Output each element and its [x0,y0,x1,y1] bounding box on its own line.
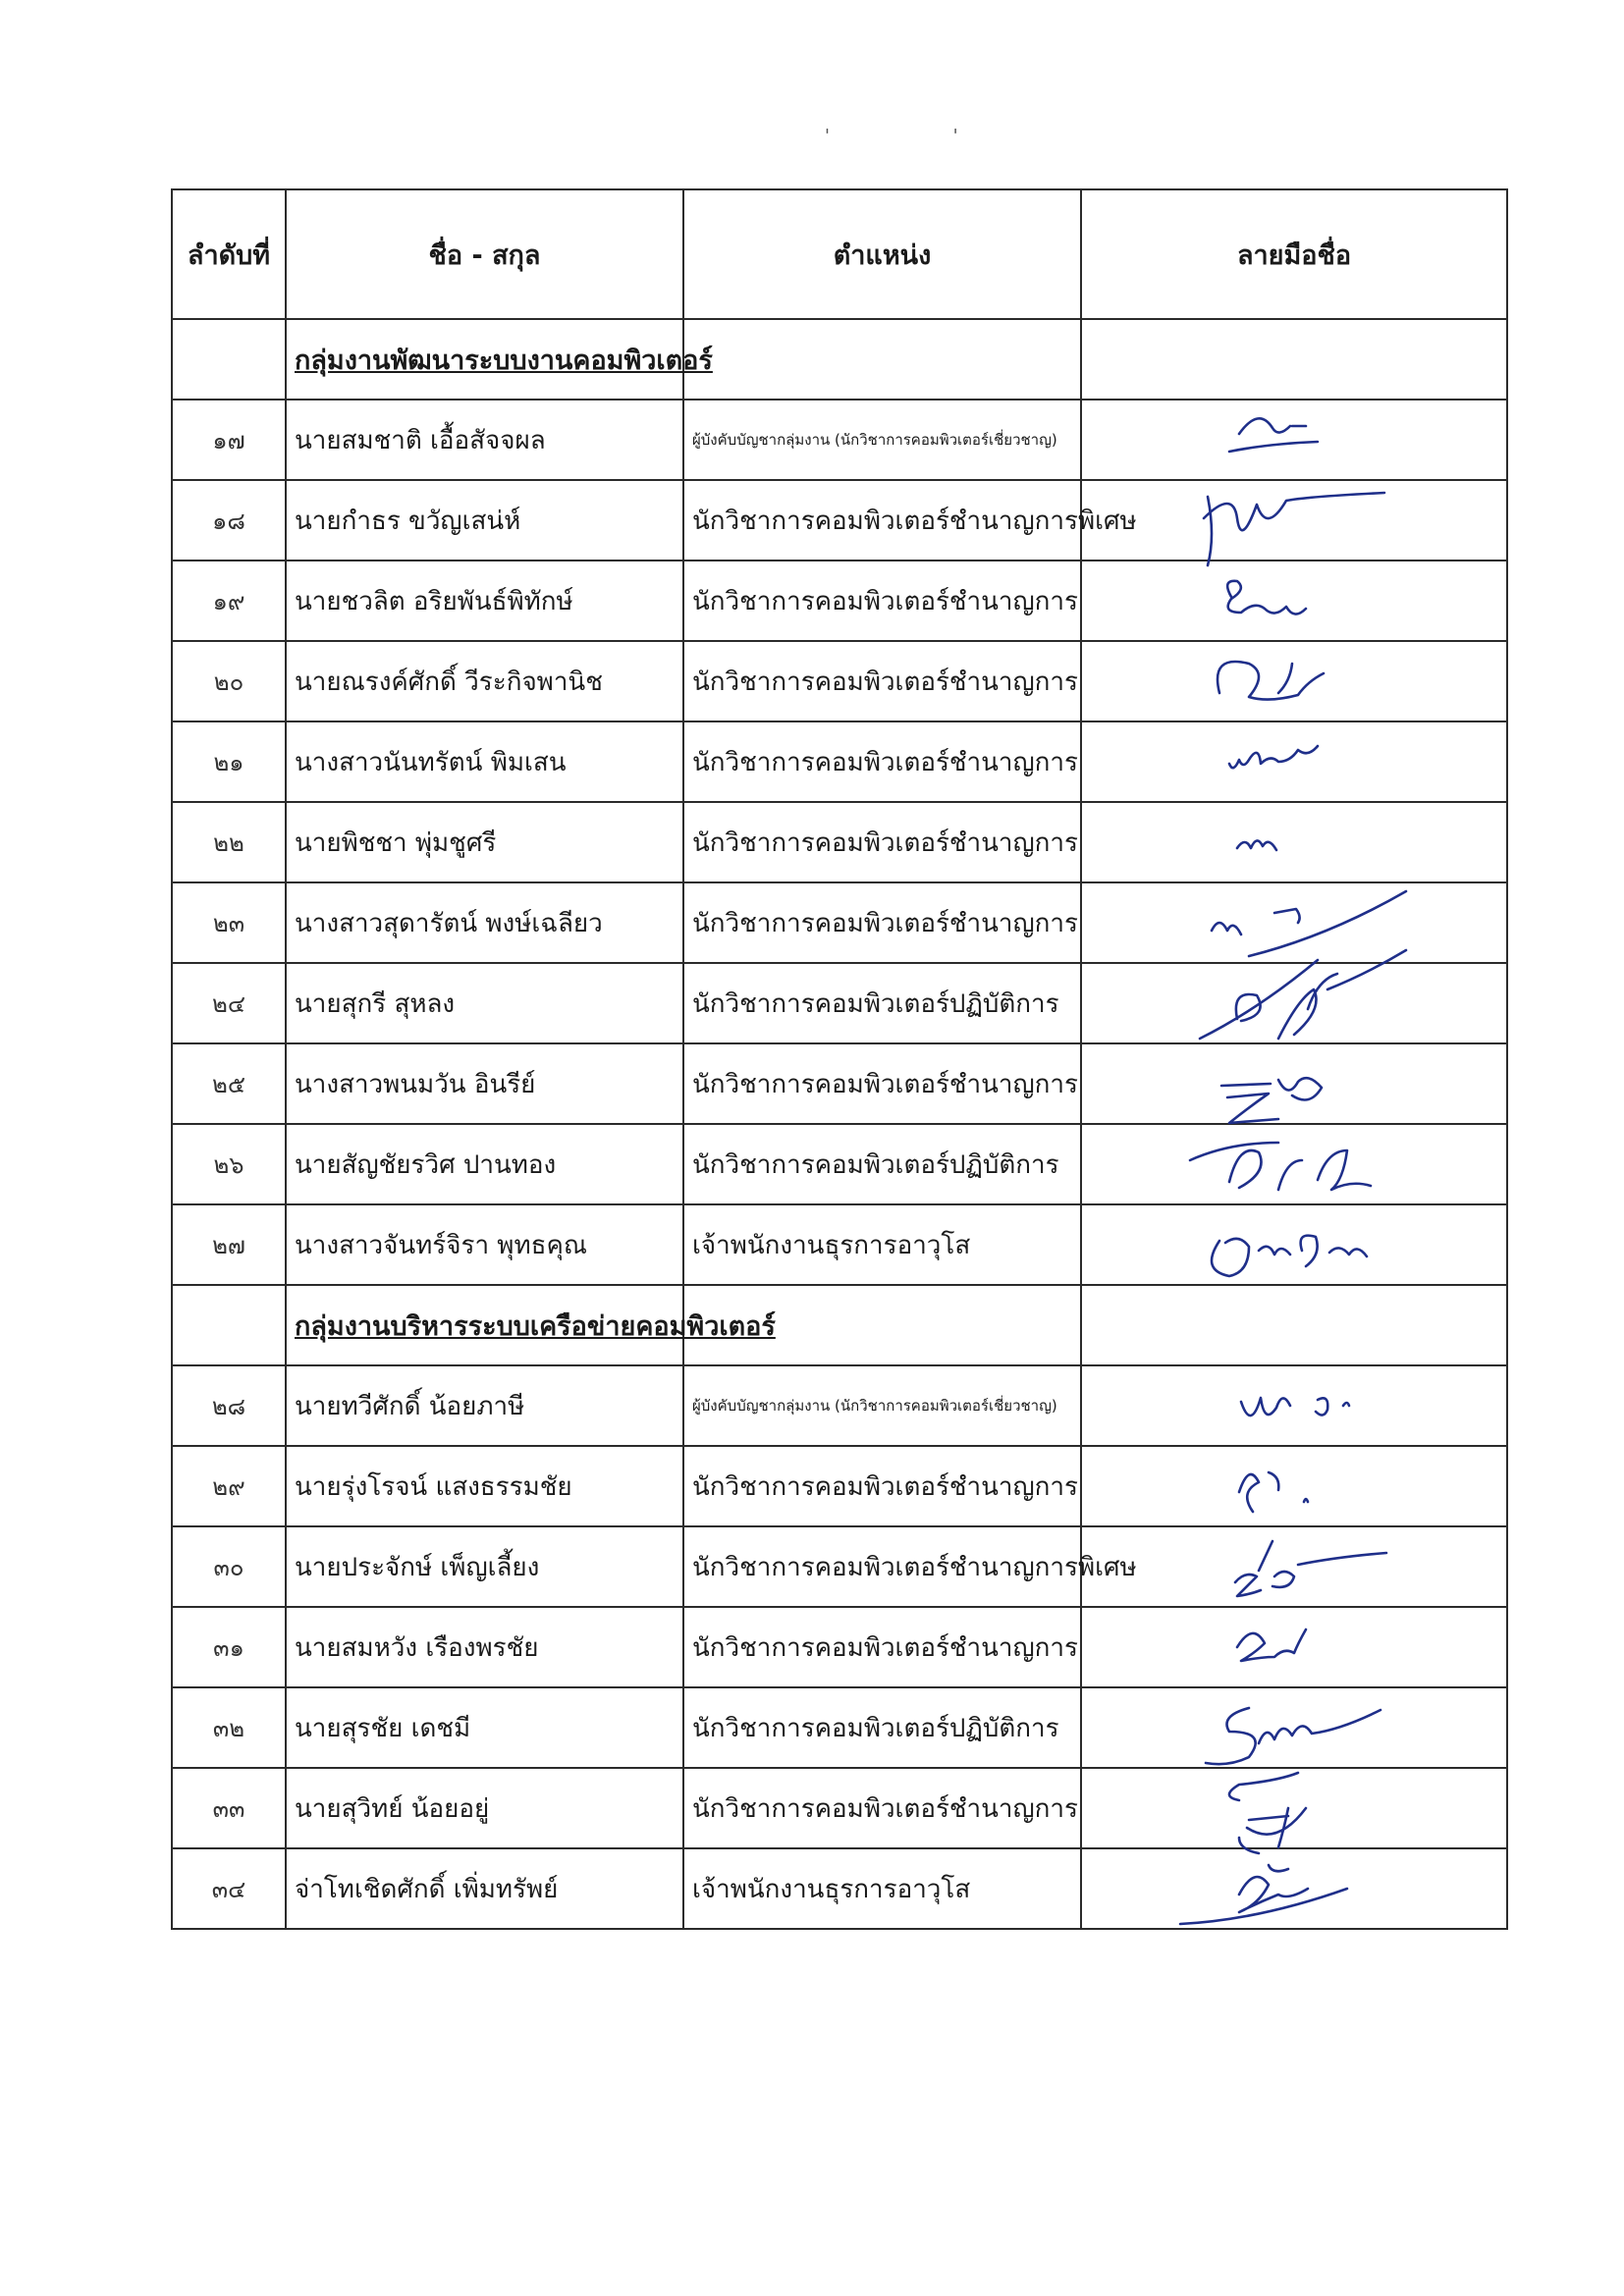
attendance-table [171,188,1508,1930]
signature-stroke [1200,950,1406,1039]
person-name: จ่าโทเชิดศักดิ์ เพิ่มทรัพย์ [286,1848,683,1929]
signature-stroke [1227,581,1306,614]
header-name: ชื่อ - สกุล [286,189,683,319]
person-name: นายสมชาติ เอื้อสัจจผล [286,400,683,480]
person-name: นายสุรชัย เดชมี [286,1687,683,1768]
row-number: ๒๐ [172,641,286,721]
person-position: นักวิชาการคอมพิวเตอร์ชำนาญการ [683,721,1081,802]
person-position: เจ้าพนักงานธุรการอาวุโส [683,1204,1081,1285]
table-row [172,1848,1507,1929]
signature-stroke [1212,891,1406,956]
group-title: กลุ่มงานพัฒนาระบบงานคอมพิวเตอร์ [286,319,683,400]
group-no-cell [172,319,286,400]
person-name: นายกำธร ขวัญเสน่ห์ [286,480,683,561]
row-number: ๒๗ [172,1204,286,1285]
person-name: นายสมหวัง เรืองพรชัย [286,1607,683,1687]
person-position: นักวิชาการคอมพิวเตอร์ชำนาญการ [683,1768,1081,1848]
row-number: ๓๒ [172,1687,286,1768]
person-position: นักวิชาการคอมพิวเตอร์ชำนาญการ [683,1043,1081,1124]
table-row [172,1204,1507,1285]
group-title: กลุ่มงานบริหารระบบเครือข่ายคอมพิวเตอร์ [286,1285,683,1365]
signature-stroke [1237,1629,1306,1661]
row-number: ๓๑ [172,1607,286,1687]
row-number: ๒๓ [172,882,286,963]
person-name: นายทวีศักดิ์ น้อยภาษี [286,1365,683,1446]
person-position: ผู้บังคับบัญชากลุ่มงาน (นักวิชาการคอมพิวเตอร์เชี่ยวชาญ) [683,1365,1081,1446]
person-position: นักวิชาการคอมพิวเตอร์ชำนาญการพิเศษ [683,1526,1081,1607]
row-number: ๒๔ [172,963,286,1043]
person-name: นายสุกรี สุหลง [286,963,683,1043]
row-number: ๑๗ [172,400,286,480]
signature-stroke [1237,840,1276,850]
person-position: นักวิชาการคอมพิวเตอร์ชำนาญการ [683,882,1081,963]
person-position: เจ้าพนักงานธุรการอาวุโส [683,1848,1081,1929]
person-name: นายประจักษ์ เพ็ญเลี้ยง [286,1526,683,1607]
group-no-cell [172,1285,286,1365]
row-number: ๓๔ [172,1848,286,1929]
signature-cell [1081,1848,1507,1929]
header-row [172,189,1507,319]
person-position: นักวิชาการคอมพิวเตอร์ชำนาญการพิเศษ [683,480,1081,561]
group-position-cell [683,319,1081,400]
person-position: นักวิชาการคอมพิวเตอร์ชำนาญการ [683,1446,1081,1526]
person-position: นักวิชาการคอมพิวเตอร์ปฏิบัติการ [683,1124,1081,1204]
person-position: นักวิชาการคอมพิวเตอร์ชำนาญการ [683,641,1081,721]
person-position: นักวิชาการคอมพิวเตอร์ชำนาญการ [683,561,1081,641]
table-body [172,319,1507,1929]
signature-stroke [1241,1398,1349,1415]
scan-marks: ' ' [825,126,1017,146]
row-number: ๒๖ [172,1124,286,1204]
person-name: นางสาวสุดารัตน์ พงษ์เฉลียว [286,882,683,963]
person-name: นายสุวิทย์ น้อยอยู่ [286,1768,683,1848]
person-name: นายรุ่งโรจน์ แสงธรรมชัย [286,1446,683,1526]
person-name: นายณรงค์ศักดิ์ วีระกิจพานิช [286,641,683,721]
person-position: นักวิชาการคอมพิวเตอร์ปฏิบัติการ [683,963,1081,1043]
signature-stroke [1212,1236,1367,1276]
signature-stroke [1235,1541,1386,1596]
person-position: นักวิชาการคอมพิวเตอร์ชำนาญการ [683,802,1081,882]
row-number: ๒๙ [172,1446,286,1526]
row-number: ๑๙ [172,561,286,641]
signature-stroke [1229,418,1318,452]
person-name: นางสาวจันทร์จิรา พุทธคุณ [286,1204,683,1285]
handwritten-signature [1082,1192,1508,1298]
person-position: นักวิชาการคอมพิวเตอร์ปฏิบัติการ [683,1687,1081,1768]
signature-stroke [1180,1865,1347,1924]
signature-stroke [1190,1143,1371,1190]
header-signature: ลายมือชื่อ [1081,189,1507,319]
header-no: ลำดับที่ [172,189,286,319]
row-number: ๓๓ [172,1768,286,1848]
row-number: ๒๘ [172,1365,286,1446]
person-name: นางสาวนันทรัตน์ พิมเสน [286,721,683,802]
row-number: ๓๐ [172,1526,286,1607]
person-name: นายพิชชา พุ่มชูศรี [286,802,683,882]
person-name: นางสาวพนมวัน อินรีย์ [286,1043,683,1124]
person-position: นักวิชาการคอมพิวเตอร์ชำนาญการ [683,1607,1081,1687]
row-number: ๑๘ [172,480,286,561]
row-number: ๒๑ [172,721,286,802]
signature-stroke [1218,662,1324,700]
signature-stroke [1229,746,1318,768]
signature-stroke [1239,1472,1308,1512]
person-name: นายสัญชัยรวิศ ปานทอง [286,1124,683,1204]
person-name: นายชวลิต อริยพันธ์พิทักษ์ [286,561,683,641]
handwritten-signature [1082,1836,1508,1942]
row-number: ๒๕ [172,1043,286,1124]
person-position: ผู้บังคับบัญชากลุ่มงาน (นักวิชาการคอมพิวเตอร์เชี่ยวชาญ) [683,400,1081,480]
header-position: ตำแหน่ง [683,189,1081,319]
row-number: ๒๒ [172,802,286,882]
signature-cell [1081,1204,1507,1285]
